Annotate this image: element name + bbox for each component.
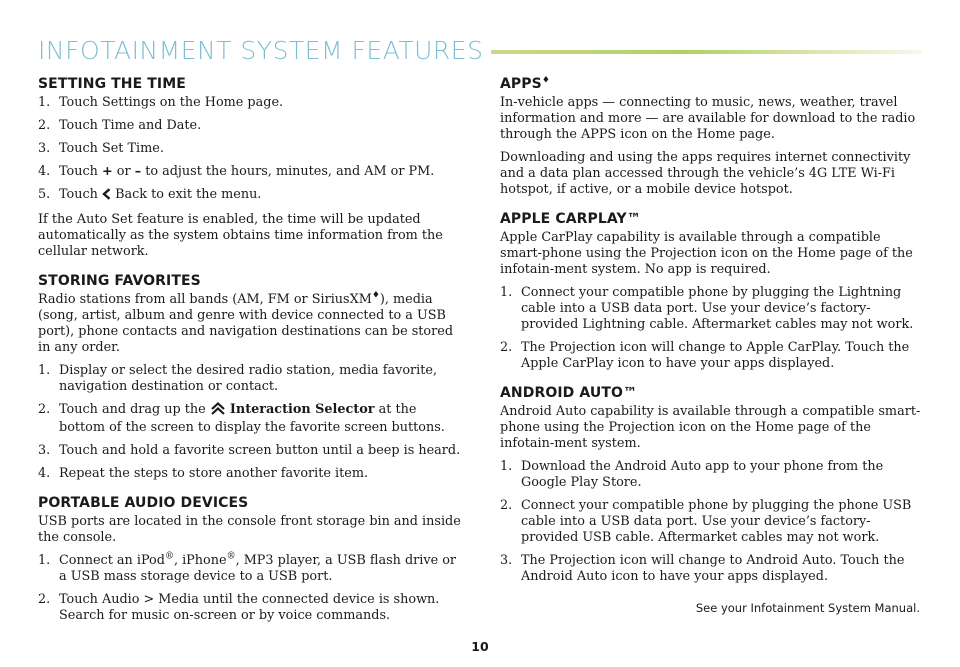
interaction-selector-icon	[210, 402, 226, 420]
list-item: 3. The Projection icon will change to Android Auto. Touch the Android Auto icon to have your apps displayed.	[500, 553, 905, 584]
section-storing-favorites	[38, 273, 463, 482]
list-item: 5. Touch Back to exit the menu.	[38, 187, 463, 205]
list-item: 2. Touch Audio > Media until the connected device is shown. Search for music on-screen or by voice commands.	[38, 592, 440, 623]
list-item: 3. Touch Set Time.	[38, 141, 164, 156]
section-heading: APPLE CARPLAY™	[500, 211, 641, 227]
steps-list	[500, 459, 922, 585]
diamond-icon: ♦	[541, 75, 551, 86]
plus-symbol: +	[101, 164, 113, 179]
section-heading: ANDROID AUTO™	[500, 385, 638, 401]
list-item: 2. Connect your compatible phone by plugging the phone USB cable into a USB data port. Use your device’s factory-provided USB cable. Aftermarket cables may not work.	[500, 498, 912, 545]
section-heading: APPS♦	[500, 75, 551, 92]
list-item: 3. Touch and hold a favorite screen button until a beep is heard.	[38, 443, 461, 458]
section-apps	[500, 76, 922, 198]
list-item: 4. Touch + or – to adjust the hours, minutes, and AM or PM.	[38, 164, 435, 179]
steps-list	[500, 285, 922, 372]
section-portable-audio	[38, 495, 463, 624]
list-item: 1. Display or select the desired radio station, media favorite, navigation destination or contact.	[38, 363, 438, 394]
page-header	[38, 32, 922, 68]
title-rule	[491, 50, 922, 54]
steps-list	[38, 363, 463, 482]
page-number: 10	[471, 639, 489, 654]
page-title: INFOTAINMENT SYSTEM FEATURES	[38, 35, 484, 65]
list-item: 4. Repeat the steps to store another favorite item.	[38, 466, 369, 481]
left-column	[38, 76, 463, 631]
list-item: 1. Connect an iPod®, iPhone®, MP3 player, a USB flash drive or a USB mass storage device to a USB port.	[38, 551, 457, 584]
section-heading: PORTABLE AUDIO DEVICES	[38, 495, 249, 511]
list-item: 1. Connect your compatible phone by plugging the Lightning cable into a USB data port. Use your device’s factory-provided Lightning cable. Aftermarket cables may not work.	[500, 285, 914, 332]
chevron-left-icon	[102, 188, 111, 205]
android-intro: Android Auto capability is available through a compatible smart-phone using the Projection icon on the Home page of the infotain-ment system.	[500, 404, 921, 451]
steps-list	[38, 95, 463, 205]
apps-paragraph: Downloading and using the apps requires internet connectivity and a data plan accessed through the vehicle’s 4G LTE Wi-Fi hotspot, if active, or a mobile device hotspot.	[500, 150, 911, 197]
registered-mark: ®	[164, 551, 174, 562]
favorites-intro: Radio stations from all bands (AM, FM or SiriusXM♦), media (song, artist, album and genre with device connected to a USB port), phone contacts and navigation destinations can be stored in any order.	[38, 290, 454, 355]
list-item: 1. Touch Settings on the Home page.	[38, 95, 284, 110]
section-heading: SETTING THE TIME	[38, 76, 186, 92]
diamond-icon: ♦	[371, 290, 380, 301]
auto-set-note: If the Auto Set feature is enabled, the time will be updated automatically as the system obtains time information from the cellular network.	[38, 212, 443, 259]
section-android-auto	[500, 385, 922, 585]
portable-audio-intro: USB ports are located in the console front storage bin and inside the console.	[38, 514, 461, 545]
list-item: 2. The Projection icon will change to Apple CarPlay. Touch the Apple CarPlay icon to have your apps displayed.	[500, 340, 910, 371]
list-item: 2. Touch and drag up the Interaction Selector at the bottom of the screen to display the favorite screen buttons.	[38, 402, 445, 435]
section-heading: STORING FAVORITES	[38, 273, 201, 289]
minus-symbol: –	[134, 164, 142, 179]
section-apple-carplay	[500, 211, 922, 372]
manual-reference-note: See your Infotainment System Manual.	[695, 601, 920, 615]
apps-paragraph: In-vehicle apps — connecting to music, news, weather, travel information and more — are available for download to the radio through the APPS icon on the Home page.	[500, 95, 916, 142]
right-column	[500, 76, 922, 592]
registered-mark: ®	[226, 551, 236, 562]
steps-list	[38, 553, 463, 624]
carplay-intro: Apple CarPlay capability is available through a compatible smart-phone using the Projection icon on the Home page of the infotain-ment system. No app is required.	[500, 230, 913, 277]
list-item: 2. Touch Time and Date.	[38, 118, 202, 133]
section-setting-time	[38, 76, 463, 260]
list-item: 1. Download the Android Auto app to your phone from the Google Play Store.	[500, 459, 884, 490]
